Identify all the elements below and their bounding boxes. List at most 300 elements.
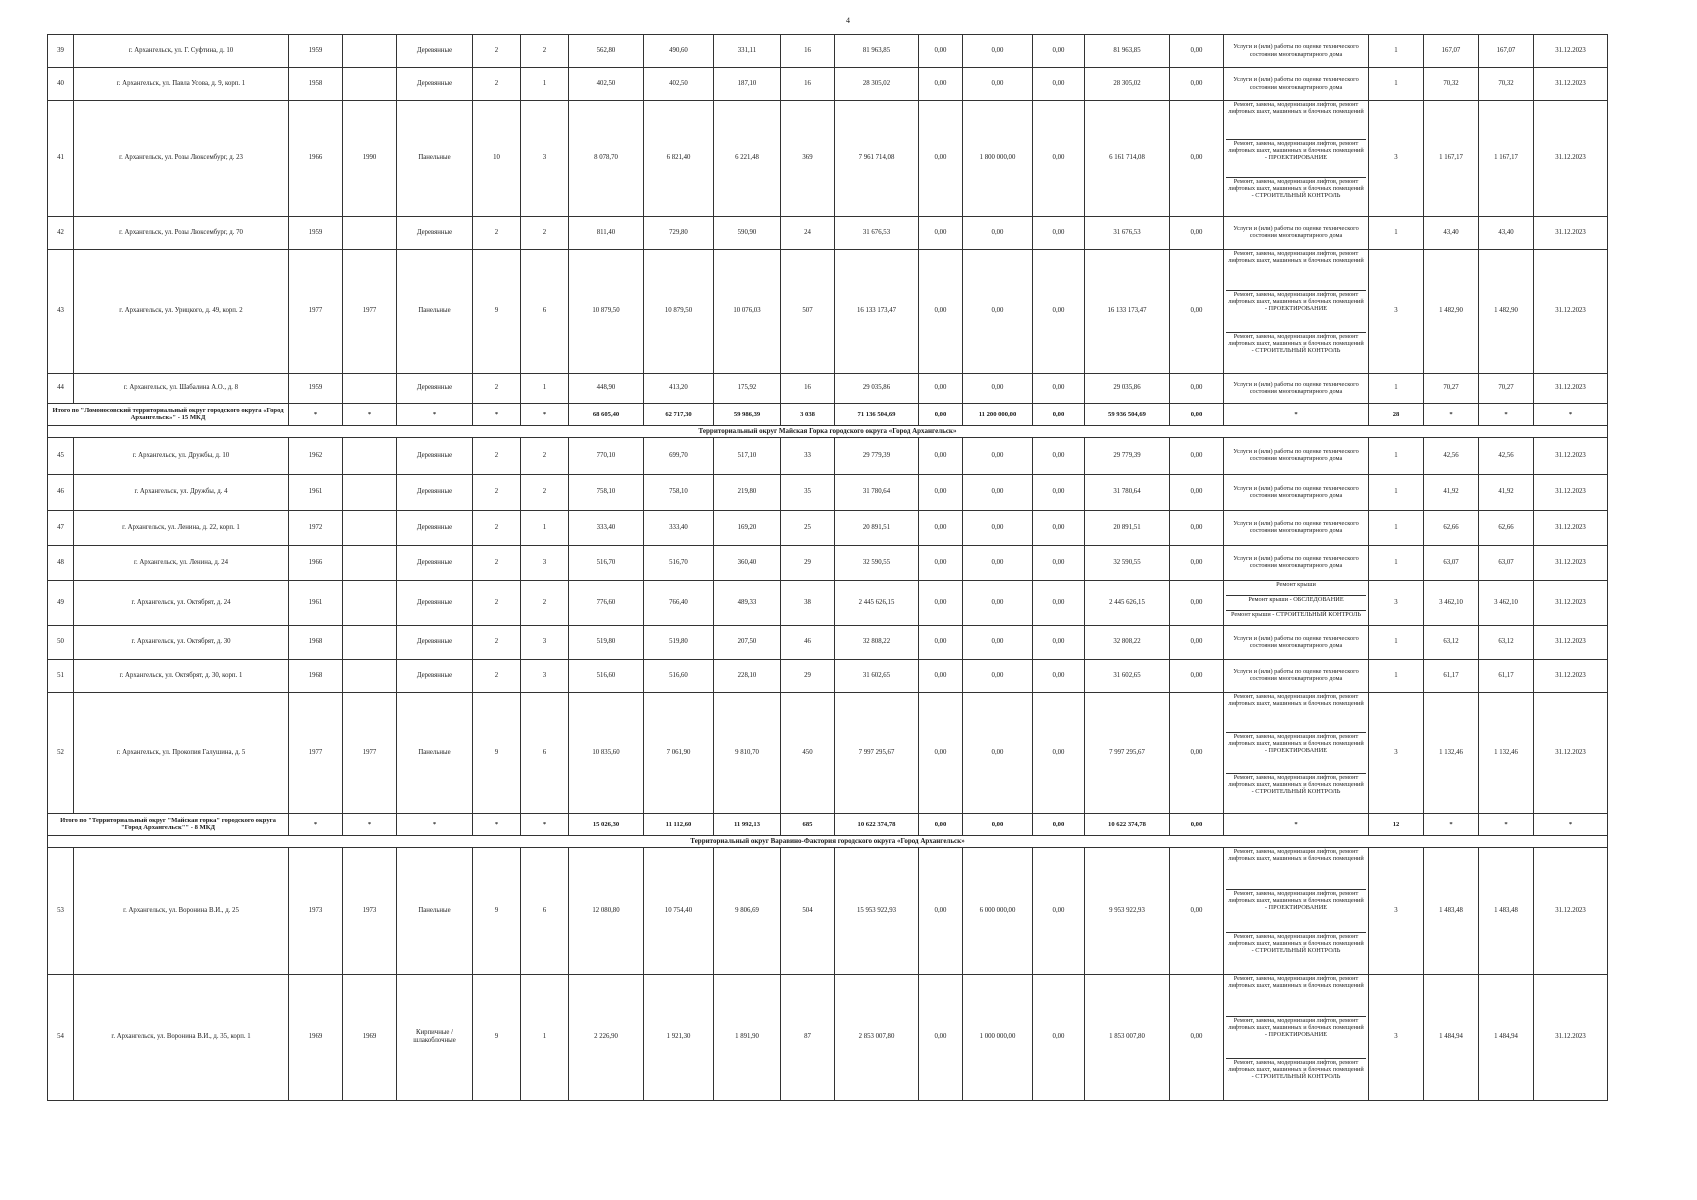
summary-row	[48, 813, 1608, 835]
year-built-cell: 1959	[289, 373, 343, 403]
year-reconstructed-cell	[343, 373, 397, 403]
floors-cell: 10	[473, 101, 521, 217]
row-number: 52	[48, 692, 74, 813]
wall-material-cell: Деревянные	[397, 659, 473, 692]
entrances-cell: 1	[521, 974, 569, 1100]
fund-fsr-cell: 0,00	[919, 847, 963, 974]
row-number: 40	[48, 68, 74, 101]
residents-cell: 35	[781, 474, 835, 510]
residents-cell: 16	[781, 35, 835, 68]
summary-service-count: 28	[1369, 403, 1424, 425]
unit-cost-cell: 62,66	[1424, 510, 1479, 545]
fund-budget-cell: 0,00	[963, 437, 1033, 474]
table-row	[48, 101, 1608, 217]
wall-material-cell: Деревянные	[397, 625, 473, 659]
year-reconstructed-cell	[343, 437, 397, 474]
services-cell	[1224, 580, 1369, 625]
fund-owners-cell: 20 891,51	[1085, 510, 1170, 545]
total-area-cell: 516,60	[569, 659, 644, 692]
service-item: Ремонт, замена, модернизация лифтов, ремонт лифтовых шахт, машинных и блочных помещений - СТРОИТЕЛЬНЫЙ КОНТРОЛЬ	[1228, 178, 1364, 200]
end-date-cell: 31.12.2023	[1534, 249, 1608, 373]
total-area-cell: 8 078,70	[569, 101, 644, 217]
year-reconstructed-cell	[343, 510, 397, 545]
table-row	[48, 373, 1608, 403]
year-built-cell: 1961	[289, 580, 343, 625]
unit-limit-cell: 61,17	[1479, 659, 1534, 692]
wall-material-cell: Панельные	[397, 249, 473, 373]
floors-cell: 2	[473, 68, 521, 101]
row-number: 48	[48, 545, 74, 580]
fund-other-cell: 0,00	[1170, 373, 1224, 403]
residents-cell: 46	[781, 625, 835, 659]
fund-owners-cell: 28 305,02	[1085, 68, 1170, 101]
entrances-cell: 3	[521, 101, 569, 217]
service-count-cell: 3	[1369, 692, 1424, 813]
service-count-cell: 1	[1369, 625, 1424, 659]
address-cell: г. Архангельск, ул. Дружбы, д. 4	[74, 474, 289, 510]
fund-owners-cell: 7 997 295,67	[1085, 692, 1170, 813]
unit-limit-cell: 1 132,46	[1479, 692, 1534, 813]
services-cell	[1224, 625, 1369, 659]
section-header-row	[48, 835, 1608, 847]
total-cost-cell: 2 853 007,80	[835, 974, 919, 1100]
service-item: Услуги и (или) работы по оценке технического состояния многоквартирного дома	[1233, 484, 1359, 499]
service-item: Ремонт крыши - ОБСЛЕДОВАНИЕ	[1226, 596, 1366, 611]
fund-budget-cell: 6 000 000,00	[963, 847, 1033, 974]
premises-area-cell: 490,60	[644, 35, 714, 68]
fund-municipal-cell: 0,00	[1033, 545, 1085, 580]
year-built-cell: 1977	[289, 692, 343, 813]
floors-cell: 9	[473, 692, 521, 813]
total-area-cell: 402,50	[569, 68, 644, 101]
floors-cell: 2	[473, 625, 521, 659]
service-count-cell: 3	[1369, 847, 1424, 974]
entrances-cell: 6	[521, 847, 569, 974]
end-date-cell: 31.12.2023	[1534, 510, 1608, 545]
wall-material-cell: Деревянные	[397, 373, 473, 403]
summary-value: 11 112,60	[644, 813, 714, 835]
residential-area-cell: 219,80	[714, 474, 781, 510]
unit-limit-cell: 1 482,90	[1479, 249, 1534, 373]
residential-area-cell: 517,10	[714, 437, 781, 474]
table-row	[48, 474, 1608, 510]
row-number: 51	[48, 659, 74, 692]
page-number: 4	[846, 16, 850, 25]
year-built-cell: 1969	[289, 974, 343, 1100]
end-date-cell: 31.12.2023	[1534, 692, 1608, 813]
service-item: Услуги и (или) работы по оценке технического состояния многоквартирного дома	[1233, 448, 1359, 463]
summary-star: *	[343, 403, 397, 425]
fund-budget-cell: 0,00	[963, 249, 1033, 373]
total-cost-cell: 2 445 626,15	[835, 580, 919, 625]
service-count-cell: 1	[1369, 545, 1424, 580]
year-built-cell: 1972	[289, 510, 343, 545]
fund-municipal-cell: 0,00	[1033, 216, 1085, 249]
services-cell	[1224, 249, 1369, 373]
fund-budget-cell: 0,00	[963, 659, 1033, 692]
service-item: Услуги и (или) работы по оценке технического состояния многоквартирного дома	[1233, 634, 1359, 649]
residential-area-cell: 175,92	[714, 373, 781, 403]
fund-municipal-cell: 0,00	[1033, 659, 1085, 692]
fund-owners-cell: 29 035,86	[1085, 373, 1170, 403]
end-date-cell: 31.12.2023	[1534, 437, 1608, 474]
year-built-cell: 1966	[289, 545, 343, 580]
fund-budget-cell: 1 800 000,00	[963, 101, 1033, 217]
summary-value: 0,00	[1170, 403, 1224, 425]
floors-cell: 2	[473, 659, 521, 692]
premises-area-cell: 10 879,50	[644, 249, 714, 373]
fund-other-cell: 0,00	[1170, 659, 1224, 692]
address-cell: г. Архангельск, ул. Павла Усова, д. 9, корп. 1	[74, 68, 289, 101]
fund-municipal-cell: 0,00	[1033, 373, 1085, 403]
total-area-cell: 10 879,50	[569, 249, 644, 373]
year-built-cell: 1968	[289, 659, 343, 692]
wall-material-cell: Панельные	[397, 692, 473, 813]
fund-fsr-cell: 0,00	[919, 692, 963, 813]
table-row	[48, 659, 1608, 692]
residential-area-cell: 360,40	[714, 545, 781, 580]
address-cell: г. Архангельск, ул. Ленина, д. 22, корп. 1	[74, 510, 289, 545]
fund-fsr-cell: 0,00	[919, 373, 963, 403]
floors-cell: 9	[473, 974, 521, 1100]
summary-value: 0,00	[919, 813, 963, 835]
unit-limit-cell: 42,56	[1479, 437, 1534, 474]
row-number: 42	[48, 216, 74, 249]
residents-cell: 504	[781, 847, 835, 974]
unit-limit-cell: 3 462,10	[1479, 580, 1534, 625]
residents-cell: 16	[781, 68, 835, 101]
service-item: Ремонт крыши - СТРОИТЕЛЬНЫЙ КОНТРОЛЬ	[1230, 610, 1361, 618]
unit-cost-cell: 42,56	[1424, 437, 1479, 474]
fund-municipal-cell: 0,00	[1033, 474, 1085, 510]
residents-cell: 38	[781, 580, 835, 625]
premises-area-cell: 1 921,30	[644, 974, 714, 1100]
fund-budget-cell: 0,00	[963, 580, 1033, 625]
end-date-cell: 31.12.2023	[1534, 625, 1608, 659]
end-date-cell: 31.12.2023	[1534, 68, 1608, 101]
end-date-cell: 31.12.2023	[1534, 580, 1608, 625]
fund-other-cell: 0,00	[1170, 692, 1224, 813]
service-item: Ремонт, замена, модернизация лифтов, ремонт лифтовых шахт, машинных и блочных помещений - ПРОЕКТИРОВАНИЕ	[1226, 291, 1366, 332]
fund-budget-cell: 0,00	[963, 545, 1033, 580]
section-title: Территориальный округ Варавино-Фактория городского округа «Город Архангельск»	[48, 835, 1608, 847]
fund-fsr-cell: 0,00	[919, 659, 963, 692]
residential-area-cell: 1 891,90	[714, 974, 781, 1100]
unit-cost-cell: 1 167,17	[1424, 101, 1479, 217]
service-count-cell: 1	[1369, 659, 1424, 692]
unit-limit-cell: 70,27	[1479, 373, 1534, 403]
entrances-cell: 1	[521, 373, 569, 403]
service-item: Ремонт, замена, модернизация лифтов, ремонт лифтовых шахт, машинных и блочных помещений - СТРОИТЕЛЬНЫЙ КОНТРОЛЬ	[1228, 932, 1364, 954]
row-number: 41	[48, 101, 74, 217]
residential-area-cell: 207,50	[714, 625, 781, 659]
end-date-cell: 31.12.2023	[1534, 659, 1608, 692]
residential-area-cell: 187,10	[714, 68, 781, 101]
services-cell	[1224, 692, 1369, 813]
total-cost-cell: 16 133 173,47	[835, 249, 919, 373]
total-area-cell: 448,90	[569, 373, 644, 403]
wall-material-cell: Деревянные	[397, 35, 473, 68]
table-row	[48, 216, 1608, 249]
year-reconstructed-cell	[343, 659, 397, 692]
total-cost-cell: 31 676,53	[835, 216, 919, 249]
row-number: 53	[48, 847, 74, 974]
year-reconstructed-cell: 1990	[343, 101, 397, 217]
total-area-cell: 562,80	[569, 35, 644, 68]
wall-material-cell: Деревянные	[397, 474, 473, 510]
fund-municipal-cell: 0,00	[1033, 580, 1085, 625]
total-cost-cell: 31 602,65	[835, 659, 919, 692]
residential-area-cell: 9 806,69	[714, 847, 781, 974]
table-row	[48, 580, 1608, 625]
total-area-cell: 333,40	[569, 510, 644, 545]
summary-star: *	[289, 813, 343, 835]
fund-fsr-cell: 0,00	[919, 474, 963, 510]
summary-star: *	[473, 403, 521, 425]
fund-fsr-cell: 0,00	[919, 68, 963, 101]
fund-owners-cell: 32 590,55	[1085, 545, 1170, 580]
entrances-cell: 6	[521, 249, 569, 373]
unit-cost-cell: 70,32	[1424, 68, 1479, 101]
fund-fsr-cell: 0,00	[919, 101, 963, 217]
unit-cost-cell: 1 484,94	[1424, 974, 1479, 1100]
floors-cell: 2	[473, 373, 521, 403]
entrances-cell: 6	[521, 692, 569, 813]
total-cost-cell: 81 963,85	[835, 35, 919, 68]
unit-cost-cell: 63,12	[1424, 625, 1479, 659]
total-area-cell: 2 226,90	[569, 974, 644, 1100]
fund-other-cell: 0,00	[1170, 35, 1224, 68]
table-row	[48, 692, 1608, 813]
fund-municipal-cell: 0,00	[1033, 101, 1085, 217]
summary-star: *	[521, 403, 569, 425]
summary-label: Итого по "Ломоносовский территориальный округ городского округа «Город Архангельск»" - 15 МКД	[48, 403, 289, 425]
unit-limit-cell: 63,12	[1479, 625, 1534, 659]
total-cost-cell: 32 590,55	[835, 545, 919, 580]
wall-material-cell: Панельные	[397, 847, 473, 974]
address-cell: г. Архангельск, ул. Октябрят, д. 30, корп. 1	[74, 659, 289, 692]
unit-cost-cell: 63,07	[1424, 545, 1479, 580]
fund-budget-cell: 0,00	[963, 373, 1033, 403]
year-reconstructed-cell: 1977	[343, 249, 397, 373]
service-count-cell: 3	[1369, 249, 1424, 373]
floors-cell: 9	[473, 847, 521, 974]
fund-other-cell: 0,00	[1170, 580, 1224, 625]
service-count-cell: 1	[1369, 35, 1424, 68]
fund-owners-cell: 6 161 714,08	[1085, 101, 1170, 217]
floors-cell: 9	[473, 249, 521, 373]
services-cell	[1224, 545, 1369, 580]
table-row	[48, 68, 1608, 101]
service-item: Услуги и (или) работы по оценке технического состояния многоквартирного дома	[1233, 76, 1359, 91]
residents-cell: 450	[781, 692, 835, 813]
services-cell	[1224, 216, 1369, 249]
summary-star: *	[521, 813, 569, 835]
fund-owners-cell: 16 133 173,47	[1085, 249, 1170, 373]
residential-area-cell: 590,90	[714, 216, 781, 249]
fund-other-cell: 0,00	[1170, 974, 1224, 1100]
residents-cell: 16	[781, 373, 835, 403]
summary-star: *	[473, 813, 521, 835]
year-reconstructed-cell	[343, 625, 397, 659]
summary-value: 0,00	[963, 813, 1033, 835]
residential-area-cell: 489,33	[714, 580, 781, 625]
fund-fsr-cell: 0,00	[919, 216, 963, 249]
total-cost-cell: 15 953 922,93	[835, 847, 919, 974]
service-count-cell: 1	[1369, 474, 1424, 510]
fund-other-cell: 0,00	[1170, 68, 1224, 101]
total-cost-cell: 7 961 714,08	[835, 101, 919, 217]
fund-fsr-cell: 0,00	[919, 510, 963, 545]
service-item: Ремонт, замена, модернизация лифтов, ремонт лифтовых шахт, машинных и блочных помещений - ПРОЕКТИРОВАНИЕ	[1226, 890, 1366, 932]
services-cell	[1224, 474, 1369, 510]
premises-area-cell: 758,10	[644, 474, 714, 510]
fund-fsr-cell: 0,00	[919, 545, 963, 580]
service-item: Ремонт, замена, модернизация лифтов, ремонт лифтовых шахт, машинных и блочных помещений	[1226, 693, 1366, 733]
row-number: 45	[48, 437, 74, 474]
unit-limit-cell: 167,07	[1479, 35, 1534, 68]
residents-cell: 507	[781, 249, 835, 373]
fund-other-cell: 0,00	[1170, 625, 1224, 659]
row-number: 39	[48, 35, 74, 68]
residential-area-cell: 228,10	[714, 659, 781, 692]
fund-owners-cell: 32 808,22	[1085, 625, 1170, 659]
residential-area-cell: 169,20	[714, 510, 781, 545]
total-area-cell: 811,40	[569, 216, 644, 249]
fund-budget-cell: 0,00	[963, 692, 1033, 813]
floors-cell: 2	[473, 580, 521, 625]
summary-value: 11 200 000,00	[963, 403, 1033, 425]
year-reconstructed-cell	[343, 580, 397, 625]
residential-area-cell: 10 076,03	[714, 249, 781, 373]
unit-limit-cell: 62,66	[1479, 510, 1534, 545]
service-item: Ремонт, замена, модернизация лифтов, ремонт лифтовых шахт, машинных и блочных помещений	[1226, 975, 1366, 1017]
address-cell: г. Архангельск, ул. Воронина В.И., д. 25	[74, 847, 289, 974]
floors-cell: 2	[473, 545, 521, 580]
unit-cost-cell: 3 462,10	[1424, 580, 1479, 625]
summary-row	[48, 403, 1608, 425]
table-row	[48, 35, 1608, 68]
fund-owners-cell: 81 963,85	[1085, 35, 1170, 68]
wall-material-cell: Деревянные	[397, 216, 473, 249]
total-area-cell: 776,60	[569, 580, 644, 625]
table-row	[48, 847, 1608, 974]
row-number: 49	[48, 580, 74, 625]
year-reconstructed-cell: 1973	[343, 847, 397, 974]
end-date-cell: 31.12.2023	[1534, 35, 1608, 68]
address-cell: г. Архангельск, ул. Розы Люксембург, д. 70	[74, 216, 289, 249]
total-area-cell: 770,10	[569, 437, 644, 474]
end-date-cell: 31.12.2023	[1534, 216, 1608, 249]
wall-material-cell: Деревянные	[397, 68, 473, 101]
service-item: Услуги и (или) работы по оценке технического состояния многоквартирного дома	[1233, 555, 1359, 570]
premises-area-cell: 413,20	[644, 373, 714, 403]
summary-star: *	[397, 813, 473, 835]
summary-value: 10 622 374,78	[1085, 813, 1170, 835]
summary-value: 62 717,30	[644, 403, 714, 425]
table-row	[48, 437, 1608, 474]
premises-area-cell: 516,70	[644, 545, 714, 580]
residents-cell: 25	[781, 510, 835, 545]
total-cost-cell: 29 779,39	[835, 437, 919, 474]
fund-municipal-cell: 0,00	[1033, 847, 1085, 974]
section-title: Территориальный округ Майская Горка городского округа «Город Архангельск»	[48, 425, 1608, 437]
service-item: Ремонт крыши	[1226, 581, 1366, 596]
service-item: Ремонт, замена, модернизация лифтов, ремонт лифтовых шахт, машинных и блочных помещений - ПРОЕКТИРОВАНИЕ	[1226, 1017, 1366, 1059]
service-count-cell: 1	[1369, 373, 1424, 403]
wall-material-cell: Деревянные	[397, 510, 473, 545]
premises-area-cell: 729,80	[644, 216, 714, 249]
premises-area-cell: 333,40	[644, 510, 714, 545]
premises-area-cell: 10 754,40	[644, 847, 714, 974]
total-area-cell: 12 080,80	[569, 847, 644, 974]
total-area-cell: 758,10	[569, 474, 644, 510]
year-built-cell: 1966	[289, 101, 343, 217]
year-reconstructed-cell	[343, 35, 397, 68]
end-date-cell: 31.12.2023	[1534, 974, 1608, 1100]
service-item: Ремонт, замена, модернизация лифтов, ремонт лифтовых шахт, машинных и блочных помещений	[1226, 250, 1366, 291]
unit-cost-cell: 1 482,90	[1424, 249, 1479, 373]
end-date-cell: 31.12.2023	[1534, 545, 1608, 580]
fund-budget-cell: 0,00	[963, 510, 1033, 545]
residents-cell: 29	[781, 659, 835, 692]
summary-star: *	[289, 403, 343, 425]
summary-star: *	[1534, 403, 1608, 425]
summary-star: *	[1479, 403, 1534, 425]
fund-municipal-cell: 0,00	[1033, 510, 1085, 545]
unit-cost-cell: 1 132,46	[1424, 692, 1479, 813]
fund-fsr-cell: 0,00	[919, 580, 963, 625]
service-count-cell: 3	[1369, 974, 1424, 1100]
services-cell	[1224, 68, 1369, 101]
total-cost-cell: 28 305,02	[835, 68, 919, 101]
entrances-cell: 2	[521, 35, 569, 68]
unit-cost-cell: 61,17	[1424, 659, 1479, 692]
total-cost-cell: 7 997 295,67	[835, 692, 919, 813]
row-number: 46	[48, 474, 74, 510]
address-cell: г. Архангельск, ул. Розы Люксембург, д. 23	[74, 101, 289, 217]
summary-star: *	[1224, 813, 1369, 835]
service-item: Ремонт, замена, модернизация лифтов, ремонт лифтовых шахт, машинных и блочных помещений - СТРОИТЕЛЬНЫЙ КОНТРОЛЬ	[1228, 773, 1364, 795]
floors-cell: 2	[473, 510, 521, 545]
fund-other-cell: 0,00	[1170, 437, 1224, 474]
wall-material-cell: Деревянные	[397, 580, 473, 625]
summary-star: *	[1224, 403, 1369, 425]
floors-cell: 2	[473, 216, 521, 249]
residential-area-cell: 331,11	[714, 35, 781, 68]
premises-area-cell: 6 821,40	[644, 101, 714, 217]
fund-budget-cell: 0,00	[963, 625, 1033, 659]
year-reconstructed-cell	[343, 68, 397, 101]
service-item: Ремонт, замена, модернизация лифтов, ремонт лифтовых шахт, машинных и блочных помещений - СТРОИТЕЛЬНЫЙ КОНТРОЛЬ	[1228, 332, 1364, 354]
residents-cell: 369	[781, 101, 835, 217]
service-item: Ремонт, замена, модернизация лифтов, ремонт лифтовых шахт, машинных и блочных помещений	[1226, 101, 1366, 140]
row-number: 54	[48, 974, 74, 1100]
table-row	[48, 510, 1608, 545]
address-cell: г. Архангельск, ул. Дружбы, д. 10	[74, 437, 289, 474]
service-count-cell: 1	[1369, 68, 1424, 101]
services-cell	[1224, 974, 1369, 1100]
fund-other-cell: 0,00	[1170, 249, 1224, 373]
year-built-cell: 1959	[289, 216, 343, 249]
fund-municipal-cell: 0,00	[1033, 437, 1085, 474]
fund-other-cell: 0,00	[1170, 510, 1224, 545]
table-row	[48, 625, 1608, 659]
premises-area-cell: 766,40	[644, 580, 714, 625]
fund-other-cell: 0,00	[1170, 545, 1224, 580]
service-item: Услуги и (или) работы по оценке технического состояния многоквартирного дома	[1233, 380, 1359, 395]
service-item: Ремонт, замена, модернизация лифтов, ремонт лифтовых шахт, машинных и блочных помещений - ПРОЕКТИРОВАНИЕ	[1226, 733, 1366, 773]
